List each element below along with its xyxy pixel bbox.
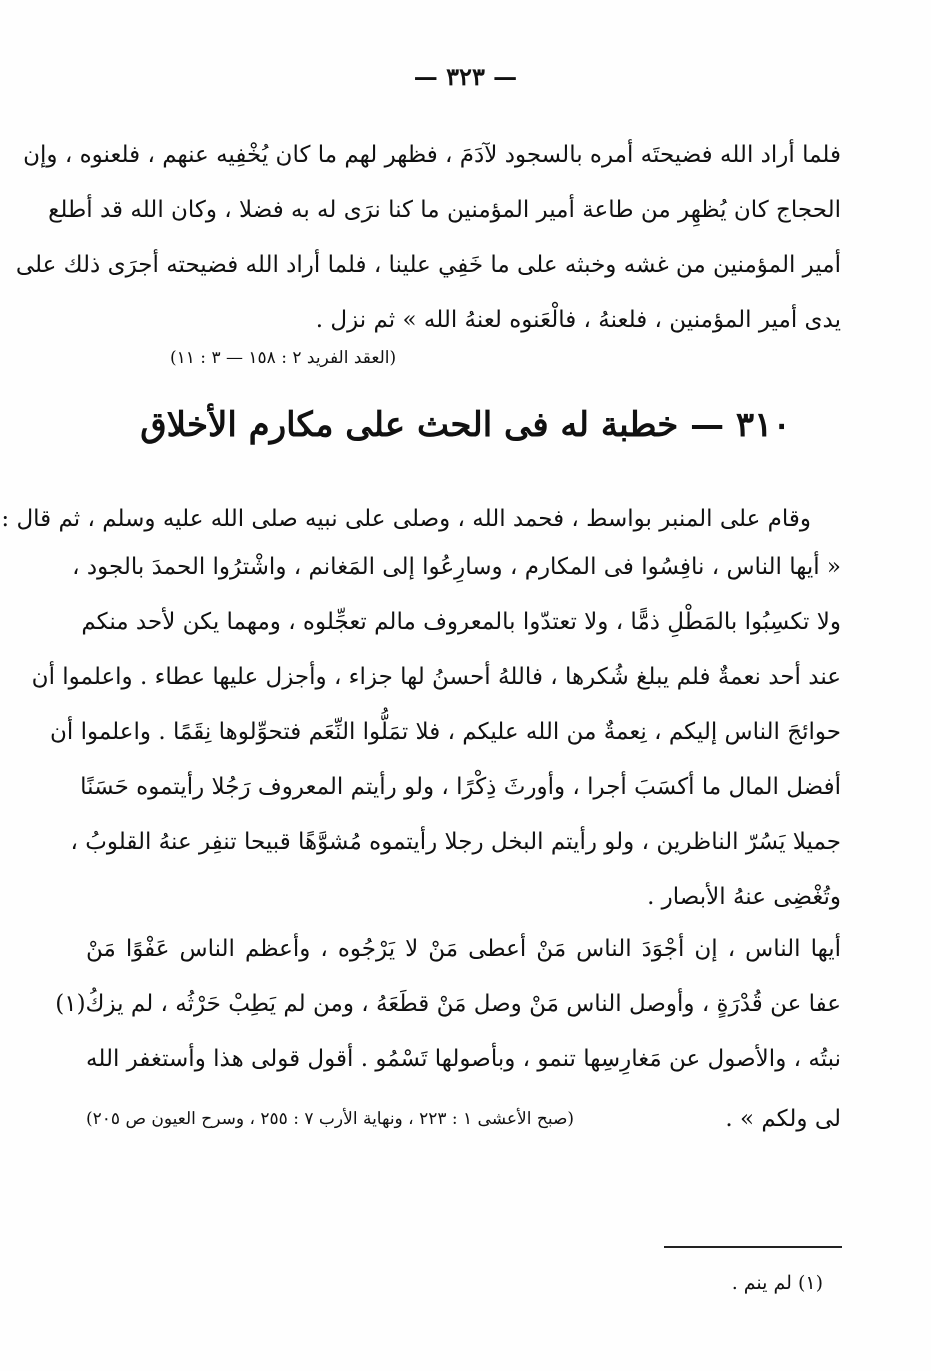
text-line: أفضل المال ما أكسَبَ أجرا ، وأورثَ ذِكْرًا ، ولو رأيتم المعروف رَجُلا رأيتموه حَسَنًا: [80, 774, 841, 800]
paragraph-1: [15, 128, 841, 348]
text-line: عند أحد نعمةٌ فلم يبلغ شُكرها ، فاللهُ أحسنُ لها جزاء ، وأجزل عليها عطاء . واعلموا أن: [31, 664, 841, 690]
text-line: فلما أراد الله فضيحتَه أمره بالسجود لآدَمَ ، فظهر لهم ما كان يُخْفِيه عنهم ، فلعنوه ، وإن: [23, 142, 841, 168]
text-line: عفا عن قُدْرَةٍ ، وأوصل الناس مَنْ وصل مَنْ قطَعَهُ ، ومن لم يَطِبْ حَرْثُه ، لم يزكُ(١): [55, 991, 841, 1017]
text-line: أمير المؤمنين من غشه وخبثه على ما خَفِي علينا ، فلما أراد الله فضيحته أجرَى ذلك على: [15, 252, 841, 278]
text-line: الحجاج كان يُظهِر من طاعة أمير المؤمنين ما كنا نرَى له به فضلا ، وكان الله قد أطلع: [48, 197, 841, 223]
text-line: وقام على المنبر بواسط ، فحمد الله ، وصلى على نبيه صلى الله عليه وسلم ، ثم قال :: [1, 506, 811, 532]
text-line: ولا تكسِبُوا بالمَطْلِ ذمًّا ، ولا تعتدّوا بالمعروف مالم تعجِّلوه ، ومهما يكن لأحد منكم: [81, 609, 841, 635]
text-line: حوائجَ الناس إليكم ، نِعمةٌ من الله عليكم ، فلا تمَلُّوا النِّعَم فتحوِّلوها نِقَمًا . واعلموا أن: [50, 719, 841, 745]
text-line: أيها الناس ، إن أجْوَدَ الناس مَنْ أعطى مَنْ لا يَرْجُوه ، وأعظم الناس عَفْوًا مَنْ: [86, 936, 841, 962]
paragraph-2: [1, 492, 811, 547]
text-line: وتُغْضِى عنهُ الأبصار .: [647, 884, 841, 910]
text-line: « أيها الناس ، نافِسُوا فى المكارم ، وسارِعُوا إلى المَغانم ، واشْترُوا الحمدَ بالجود ،: [72, 554, 841, 580]
closing-text: لى ولكم » .: [725, 1106, 841, 1132]
footnote-divider: [664, 1246, 842, 1248]
footnote: (١) لم ينم .: [731, 1272, 823, 1294]
paragraph-3: [31, 540, 841, 925]
closing-line: [86, 1092, 841, 1147]
text-line: جميلا يَسُرّ الناظرين ، ولو رأيتم البخل رجلا رأيتموه مُشوَّهًا قبيحا تنفِر عنهُ القلوبُ ،: [70, 829, 841, 855]
page-number: — ٣٢٣ —: [413, 62, 518, 91]
source-citation: (صبح الأعشى ١ : ٢٢٣ ، ونهاية الأرب ٧ : ٢٥٥ ، وسرح العيون ص ٢٠٥): [86, 1109, 575, 1129]
text-line: نبتُه ، والأصول عن مَغارِسِها تنمو ، وبأصولها تَسْمُو . أقول قولى هذا وأستغفر الله: [86, 1046, 841, 1072]
text-line: يدى أمير المؤمنين ، فلعنهُ ، فالْعَنوه لعنهُ الله » ثم نزل .: [315, 307, 841, 333]
source-citation: (العقد الفريد ٢ : ١٥٨ — ٣ : ١١): [170, 348, 397, 368]
section-heading: ٣١٠ — خطبة له فى الحث على مكارم الأخلاق: [140, 405, 791, 445]
paragraph-4: [55, 922, 841, 1087]
